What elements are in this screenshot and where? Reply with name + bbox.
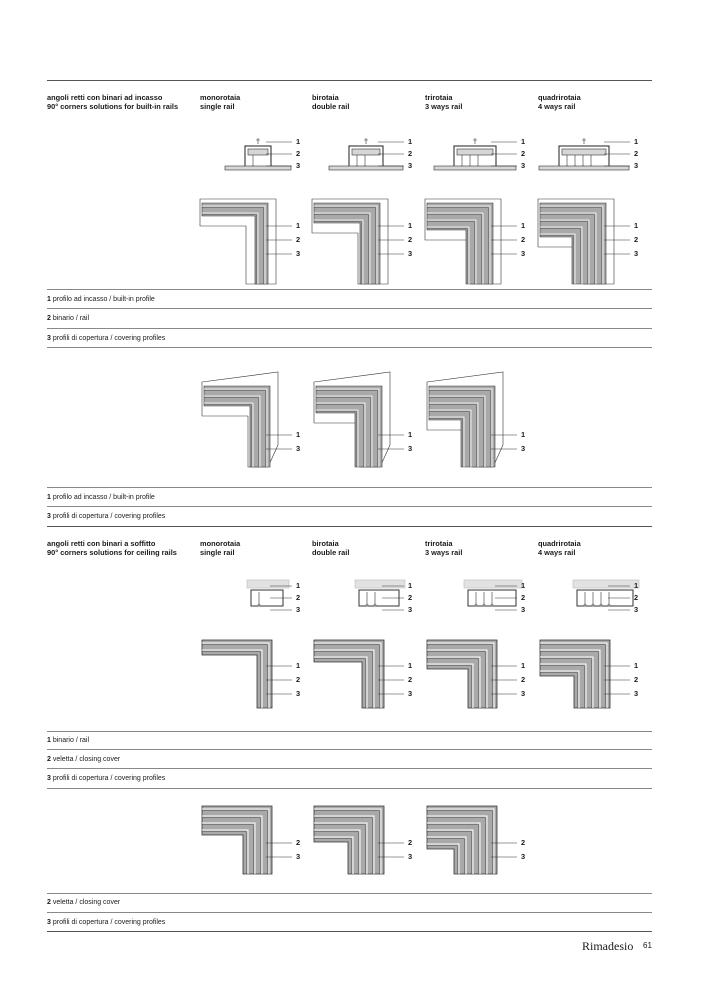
rail-line [202,652,260,708]
ceiling-board [329,166,403,170]
rail-body [457,149,493,155]
rail-line [202,832,246,874]
legend-item: 3 profili di copertura / covering profiles [47,335,166,342]
col-title-en: 3 ways rail [425,548,463,557]
callout-number: 1 [408,661,413,670]
ceiling-block [247,580,289,588]
col-title-it: quadrirotaia [538,93,581,102]
rail-body [248,149,268,155]
callout-number: 1 [521,581,526,590]
col-title-it: quadrirotaia [538,539,581,548]
legend-item: 2 veletta / closing cover [47,756,121,763]
col-title-en: 3 ways rail [425,102,463,111]
rail-body [562,149,606,155]
legend-item: 3 profili di copertura / covering profiles [47,919,166,926]
callout-number: 2 [296,149,301,158]
section2-title-it: angoli retti con binari a soffitto [47,539,156,548]
callout-number: 3 [521,444,526,453]
col-title-en: 4 ways rail [538,548,576,557]
roller [491,604,494,607]
callout-number: 1 [296,581,301,590]
legend-item: 1 profilo ad incasso / built-in profile [47,494,155,501]
callout-number: 1 [521,137,526,146]
ceiling-board [225,166,291,170]
col-title-en: 4 ways rail [538,102,576,111]
col-title-it: monorotaia [200,539,241,548]
callout-number: 1 [408,430,413,439]
callout-number: 3 [634,605,639,614]
col-title-en: double rail [312,548,350,557]
roller [608,604,611,607]
callout-number: 3 [521,605,526,614]
section1-title-en: 90° corners solutions for built-in rails [47,102,179,111]
ceiling-board [434,166,516,170]
page-number: 61 [643,941,652,950]
callout-number: 2 [521,675,526,684]
rail-line [427,664,473,708]
ceiling-board [539,166,629,170]
col-title-it: birotaia [312,539,339,548]
callout-number: 1 [634,137,639,146]
callout-number: 3 [408,605,413,614]
callout-number: 3 [296,444,301,453]
section2-title-en: 90° corners solutions for ceiling rails [47,548,177,557]
callout-number: 2 [521,235,526,244]
screw [256,138,260,144]
screw [473,138,477,144]
callout-number: 3 [634,249,639,258]
callout-number: 2 [408,593,413,602]
callout-number: 3 [408,249,413,258]
legend-item: 1 binario / rail [47,737,90,744]
callout-number: 3 [296,249,301,258]
callout-number: 1 [296,221,301,230]
callout-number: 1 [521,430,526,439]
rail-line [202,830,248,874]
legend-item: 2 veletta / closing cover [47,899,121,906]
callout-number: 1 [521,661,526,670]
section1-title-it: angoli retti con binari ad incasso [47,93,163,102]
rail-line [540,671,579,708]
rail-line [314,839,351,874]
screw [364,138,368,144]
callout-number: 3 [634,161,639,170]
col-title-en: double rail [312,102,350,111]
callout-number: 3 [521,852,526,861]
callout-number: 1 [521,221,526,230]
roller [600,604,603,607]
ceiling-block [464,580,522,588]
callout-number: 3 [521,161,526,170]
roller [366,604,369,607]
callout-number: 1 [296,661,301,670]
callout-number: 3 [408,161,413,170]
roller [475,604,478,607]
callout-number: 3 [408,852,413,861]
callout-number: 2 [521,838,526,847]
callout-number: 2 [296,235,301,244]
col-title-it: trirotaia [425,93,453,102]
col-title-en: single rail [200,102,235,111]
roller [592,604,595,607]
ceiling-block [573,580,639,588]
callout-number: 2 [634,675,639,684]
callout-number: 1 [634,581,639,590]
callout-number: 3 [521,689,526,698]
callout-number: 2 [408,675,413,684]
callout-number: 3 [296,161,301,170]
callout-number: 1 [634,221,639,230]
callout-number: 2 [634,149,639,158]
callout-number: 1 [408,221,413,230]
legend-item: 3 profili di copertura / covering profiles [47,775,166,782]
callout-number: 1 [408,581,413,590]
rail-line [427,846,457,874]
col-title-it: birotaia [312,93,339,102]
callout-number: 2 [296,838,301,847]
callout-number: 2 [634,593,639,602]
callout-number: 1 [634,661,639,670]
callout-number: 3 [408,689,413,698]
roller [258,604,261,607]
callout-number: 2 [521,593,526,602]
rail-line [540,673,577,708]
callout-number: 3 [296,852,301,861]
screw [582,138,586,144]
rail-line [427,666,471,708]
callout-number: 2 [296,675,301,684]
roller [584,604,587,607]
callout-number: 2 [521,149,526,158]
roller [483,604,486,607]
callout-number: 3 [296,605,301,614]
callout-number: 2 [408,838,413,847]
callout-number: 1 [296,430,301,439]
callout-number: 3 [408,444,413,453]
rail-line [314,657,367,708]
rail-line [314,659,365,708]
col-title-it: monorotaia [200,93,241,102]
col-title-it: trirotaia [425,539,453,548]
callout-number: 1 [408,137,413,146]
rail-line [314,837,353,874]
callout-number: 3 [296,689,301,698]
legend-item: 1 profilo ad incasso / built-in profile [47,296,155,303]
callout-number: 2 [296,593,301,602]
callout-number: 2 [408,149,413,158]
col-title-en: single rail [200,548,235,557]
rail-line [202,650,262,708]
callout-number: 2 [408,235,413,244]
ceiling-block [355,580,405,588]
legend-item: 2 binario / rail [47,315,90,322]
legend-item: 3 profili di copertura / covering profiles [47,513,166,520]
rail-body [352,149,380,155]
callout-number: 3 [521,249,526,258]
brand-logo: Rimadesio [582,939,634,953]
callout-number: 3 [634,689,639,698]
callout-number: 2 [634,235,639,244]
roller [374,604,377,607]
callout-number: 1 [296,137,301,146]
